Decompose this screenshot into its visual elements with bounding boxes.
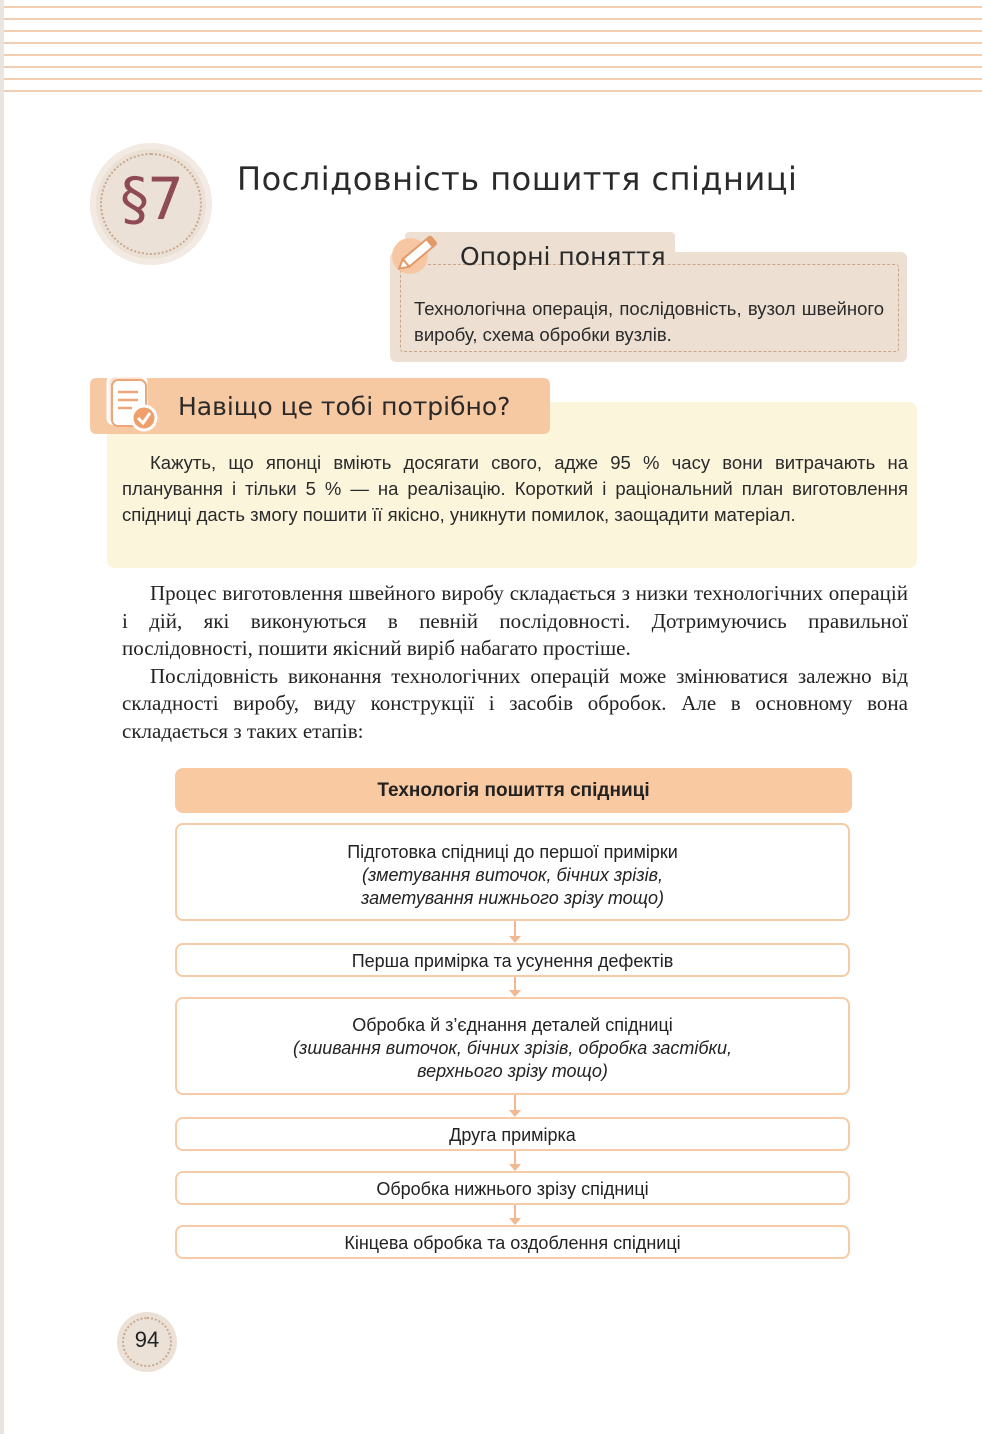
page-number-badge xyxy=(117,1312,177,1372)
flow-arrow xyxy=(507,977,523,997)
step-label: Обробка й з’єднання деталей спідниці xyxy=(352,1015,673,1035)
step-detail: (зшивання виточок, бічних зрізів, обробка застібки, верхнього зрізу тощо) xyxy=(292,1038,733,1081)
flowchart-step xyxy=(175,1171,850,1205)
document-check-icon xyxy=(102,372,164,436)
body-text xyxy=(122,580,908,745)
body-paragraph: Процес виготовлення швейного виробу складається з низки технологічних операцій і дій, які виконуються в певній послідовності. Дотримуючись правильної послідовності, пошити якісний виріб набагато простіше. xyxy=(122,581,908,660)
step-label: Кінцева обробка та оздоблення спідниці xyxy=(344,1233,681,1253)
page-number: 94 xyxy=(134,1327,160,1352)
flow-arrow xyxy=(507,921,523,943)
flowchart-title: Технологія пошиття спідниці xyxy=(175,768,852,813)
flow-arrow xyxy=(507,1151,523,1171)
page-edge xyxy=(0,0,4,1434)
key-concepts-text: Технологічна операція, послідовність, вузол швейного виробу, схема обробки вузлів. xyxy=(414,298,884,345)
why-needed-title: Навіщо це тобі потрібно? xyxy=(178,392,511,421)
flowchart-step xyxy=(175,1117,850,1151)
section-number: §7 xyxy=(120,165,182,233)
step-label: Підготовка спідниці до першої примірки xyxy=(347,842,678,862)
flowchart-step xyxy=(175,943,850,977)
flow-arrow xyxy=(507,1095,523,1117)
step-label: Обробка нижнього зрізу спідниці xyxy=(376,1179,649,1199)
step-label: Друга примірка xyxy=(449,1125,576,1145)
page-title: Послідовність пошиття спідниці xyxy=(237,160,798,198)
flowchart-step xyxy=(175,1225,850,1259)
body-paragraph: Послідовність виконання технологічних операцій може змінюватися залежно від складності виробу, виду конструкції і засобів обробок. Але в основному вона складається з таких етапів: xyxy=(122,663,908,743)
ruled-lines xyxy=(4,6,982,106)
key-concepts-title: Опорні поняття xyxy=(460,242,666,271)
section-badge xyxy=(90,143,212,265)
step-label: Перша примірка та усунення дефектів xyxy=(351,951,674,971)
step-detail: (зметування виточок, бічних зрізів, заметування нижнього зрізу тощо) xyxy=(360,865,664,908)
pencil-icon xyxy=(388,224,450,280)
flow-arrow xyxy=(507,1205,523,1225)
flowchart-step xyxy=(175,823,850,921)
flowchart-step xyxy=(175,997,850,1095)
why-needed-text: Кажуть, що японці вміють досягати свого, адже 95 % часу вони витрачають на планування і тільки 5 % — на реалізацію. Короткий і раціональний план виготовлення спідниці дасть змогу пошити її якісно, уникнути помилок, заощадити матеріал. xyxy=(122,452,908,525)
